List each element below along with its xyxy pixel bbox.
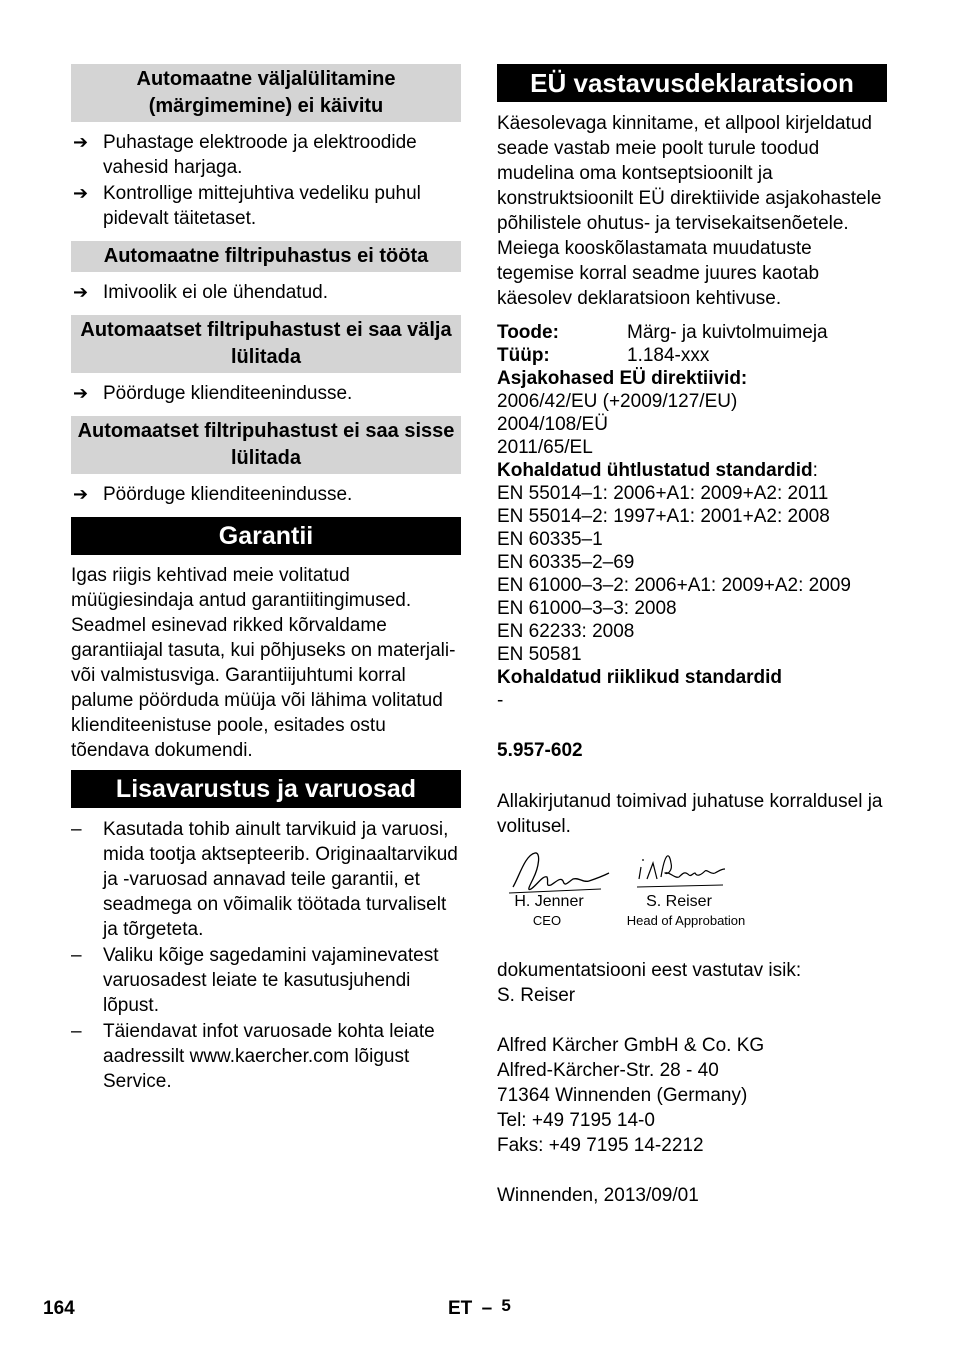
- signatory-name-1: H. Jenner: [514, 893, 584, 910]
- signature-reiser: [635, 849, 727, 893]
- list-item: – Valiku kõige sagedamini vajaminevatest varuosadest leiate te kasutusjuhendi lõpust.: [71, 945, 439, 1016]
- standard-line: EN 61000–3–2: 2006+A1: 2009+A2: 2009: [497, 575, 851, 596]
- signature-jenner: [505, 847, 615, 899]
- product-row: Toode: Märg- ja kuivtolmuimeja: [497, 322, 828, 343]
- signatory-role-2: Head of Approbation: [626, 913, 746, 928]
- signatory-name-2: S. Reiser: [646, 893, 712, 910]
- type-row: Tüüp: 1.184-xxx: [497, 345, 710, 366]
- warranty-text: Igas riigis kehtivad meie volitatud müügiesindaja antud garantiitingimused. Seadmel esinevad rikked kõrvaldame garantiiajal tasuta, kui põhjuseks on materjali- või valmistusviga. Garantiijuhtumi korral palume pöörduda müüja või lähima volitatud klienditeenistuse poole, esitades ostu tõendava dokumendi.: [71, 565, 456, 761]
- list-item: ➔ Pöörduge klienditeenindusse.: [73, 383, 353, 404]
- signatory-role-1: CEO: [532, 913, 562, 928]
- language-page-marker: ET – 5: [448, 1296, 511, 1319]
- signatures: [497, 847, 887, 937]
- standard-line: EN 61000–3–3: 2008: [497, 598, 677, 619]
- standard-line: EN 62233: 2008: [497, 621, 635, 642]
- standard-line: EN 50581: [497, 644, 582, 665]
- arrow-icon: ➔: [73, 383, 89, 403]
- section-heading-declaration: EÜ vastavusdeklaratsioon: [497, 64, 887, 102]
- filter-on-list: [71, 482, 461, 507]
- right-column: [497, 64, 887, 1208]
- list-item: ➔ Pöörduge klienditeenindusse.: [73, 484, 353, 505]
- directives-label: Asjakohased EÜ direktiivid:: [497, 368, 748, 389]
- signed-text: Allakirjutanud toimivad juhatuse korraldusel ja volitusel.: [497, 791, 883, 837]
- harmonised-label: Kohaldatud ühtlustatud standardid:: [497, 460, 818, 481]
- filter-cleaning-list: [71, 280, 461, 305]
- section-heading-auto-shutoff: Automaatne väljalülitamine (märgimemine) ei käivitu: [71, 64, 461, 122]
- arrow-icon: ➔: [73, 484, 89, 504]
- directive-line: 2006/42/EU (+2009/127/EU): [497, 391, 738, 412]
- national-standards-value: -: [497, 690, 504, 711]
- section-heading-filter-off: Automaatset filtripuhastust ei saa välja lülitada: [71, 315, 461, 373]
- responsible-person: dokumentatsiooni eest vastutav isik: S. Reiser: [497, 960, 802, 1006]
- declaration-intro-2: Meiega kooskõlastamata muudatuste tegemise korral seadme juures kaotab käesolev deklaratsioon kehtivuse.: [497, 238, 820, 309]
- filter-off-list: [71, 381, 461, 406]
- section-heading-filter-cleaning: Automaatne filtripuhastus ei tööta: [71, 241, 461, 272]
- product-details: [497, 321, 887, 712]
- standard-line: EN 60335–1: [497, 529, 603, 550]
- directive-line: 2011/65/EL: [497, 437, 593, 458]
- standard-line: EN 55014–2: 1997+A1: 2001+A2: 2008: [497, 506, 830, 527]
- list-item: – Kasutada tohib ainult tarvikuid ja varuosi, mida tootja aktsepteerib. Originaaltarvikud ja -varuosad annavad teile garantii, et seadmega on võimalik töötada turvaliselt ja tõrgeteta.: [71, 819, 458, 940]
- section-heading-warranty: Garantii: [71, 517, 461, 555]
- list-item: ➔ Imivoolik ei ole ühendatud.: [73, 282, 328, 303]
- directive-line: 2004/108/EÜ: [497, 414, 608, 435]
- arrow-icon: ➔: [73, 282, 89, 302]
- declaration-intro: Käesolevaga kinnitame, et allpool kirjeldatud seade vastab meie poolt turule toodud mudelina oma kontseptsioonilt ja konstruktsioonilt EÜ direktiivide asjakohastele põhilistele ohutus- ja tervisekaitsenõetele.: [497, 113, 882, 234]
- section-heading-accessories: Lisavarustus ja varuosad: [71, 770, 461, 808]
- accessories-list: [71, 817, 461, 1094]
- list-item: ➔ Kontrollige mittejuhtiva vedeliku puhul pidevalt täitetaset.: [73, 183, 421, 229]
- list-item: – Täiendavat infot varuosade kohta leiate aadressilt www.kaercher.com lõigust Service.: [71, 1021, 435, 1092]
- document-number: 5.957-602: [497, 740, 583, 761]
- company-address: Alfred Kärcher GmbH & Co. KG Alfred-Kärcher-Str. 28 - 40 71364 Winnenden (Germany) Tel: +49 7195 14-0 Faks: +49 7195 14-2212: [497, 1035, 765, 1156]
- auto-shutoff-list: [71, 130, 461, 231]
- page-number: 164: [43, 1298, 75, 1319]
- arrow-icon: ➔: [73, 132, 89, 152]
- list-item: ➔ Puhastage elektroode ja elektroodide vahesid harjaga.: [73, 132, 417, 178]
- place-date: Winnenden, 2013/09/01: [497, 1185, 699, 1206]
- national-standards-label: Kohaldatud riiklikud standardid: [497, 667, 783, 688]
- arrow-icon: ➔: [73, 183, 89, 203]
- left-column: [71, 64, 461, 1094]
- standard-line: EN 60335–2–69: [497, 552, 635, 573]
- section-heading-filter-on: Automaatset filtripuhastust ei saa sisse lülitada: [71, 416, 461, 474]
- standard-line: EN 55014–1: 2006+A1: 2009+A2: 2011: [497, 483, 829, 504]
